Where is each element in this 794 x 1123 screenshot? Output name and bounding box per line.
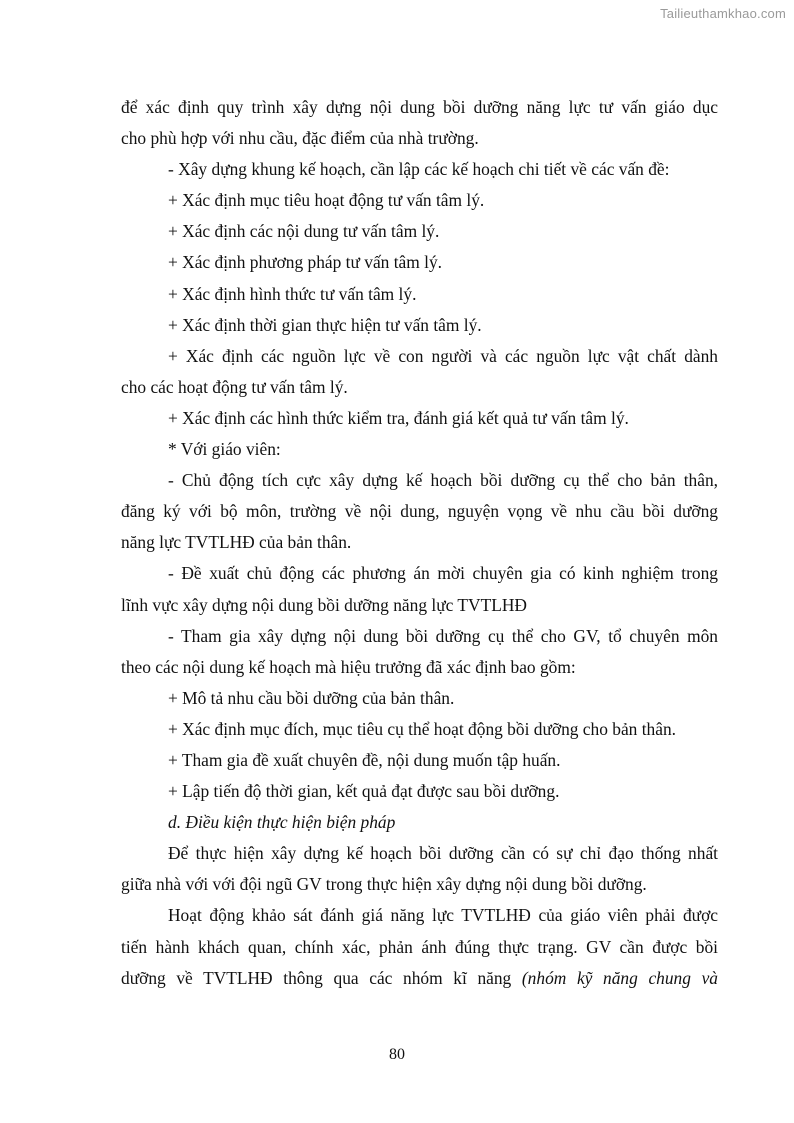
list-item: + Xác định hình thức tư vấn tâm lý.: [168, 283, 417, 304]
list-item: + Tham gia đề xuất chuyên đề, nội dung muốn tập huấn.: [168, 749, 561, 770]
page-number: 80: [389, 1046, 405, 1063]
text-line: - Xây dựng khung kế hoạch, cần lập các kế hoạch chi tiết về các vấn đề:: [168, 159, 670, 180]
text-line: Để thực hiện xây dựng kế hoạch bồi dưỡng cần có sự chỉ đạo thống nhất: [168, 843, 718, 864]
text-line: - Tham gia xây dựng nội dung bồi dưỡng cụ thể cho GV, tổ chuyên môn: [168, 625, 718, 646]
text-line: - Đề xuất chủ động các phương án mời chuyên gia có kinh nghiệm trong: [168, 563, 718, 584]
list-item: + Xác định các nội dung tư vấn tâm lý.: [168, 221, 440, 242]
list-item: + Xác định mục tiêu hoạt động tư vấn tâm lý.: [168, 190, 485, 211]
list-item: + Xác định các hình thức kiểm tra, đánh giá kết quả tư vấn tâm lý.: [168, 407, 629, 428]
text-line: giữa nhà với với đội ngũ GV trong thực hiện xây dựng nội dung bồi dưỡng.: [121, 874, 647, 895]
text-line: đăng ký với bộ môn, trường về nội dung, nguyện vọng về nhu cầu bồi dưỡng: [121, 501, 718, 522]
list-item: + Xác định mục đích, mục tiêu cụ thể hoạt động bồi dưỡng cho bản thân.: [168, 718, 677, 739]
text-line: cho các hoạt động tư vấn tâm lý.: [121, 376, 348, 397]
text-line: cho phù hợp với nhu cầu, đặc điểm của nhà trường.: [121, 128, 479, 149]
text-line: để xác định quy trình xây dựng nội dung bồi dưỡng năng lực tư vấn giáo dục: [121, 97, 718, 117]
text-line: theo các nội dung kế hoạch mà hiệu trưởng đã xác định bao gồm:: [121, 656, 576, 677]
document-body: [121, 92, 718, 994]
list-item: + Xác định phương pháp tư vấn tâm lý.: [168, 252, 443, 273]
text-line: Hoạt động khảo sát đánh giá năng lực TVTLHĐ của giáo viên phải được: [168, 905, 718, 926]
list-item: + Mô tả nhu cầu bồi dưỡng của bản thân.: [168, 687, 455, 708]
section-heading: * Với giáo viên:: [168, 439, 281, 460]
text-line: tiến hành khách quan, chính xác, phản ánh đúng thực trạng. GV cần được bồi: [121, 936, 718, 957]
text-segment: dưỡng về TVTLHĐ thông qua các nhóm kĩ năng: [121, 967, 522, 988]
text-line: [121, 963, 718, 994]
list-item: + Lập tiến độ thời gian, kết quả đạt được sau bồi dưỡng.: [168, 781, 560, 802]
italic-segment: (nhóm kỹ năng chung và: [521, 967, 718, 988]
list-item: + Xác định các nguồn lực về con người và các nguồn lực vật chất dành: [168, 345, 718, 366]
subsection-heading: d. Điều kiện thực hiện biện pháp: [168, 812, 396, 833]
text-line: năng lực TVTLHĐ của bản thân.: [121, 532, 352, 553]
text-line: - Chủ động tích cực xây dựng kế hoạch bồi dưỡng cụ thể cho bản thân,: [168, 470, 718, 491]
watermark: Tailieuthamkhao.com: [660, 6, 786, 21]
text-line: lĩnh vực xây dựng nội dung bồi dưỡng năng lực TVTLHĐ: [121, 594, 527, 615]
list-item: + Xác định thời gian thực hiện tư vấn tâm lý.: [168, 314, 482, 335]
